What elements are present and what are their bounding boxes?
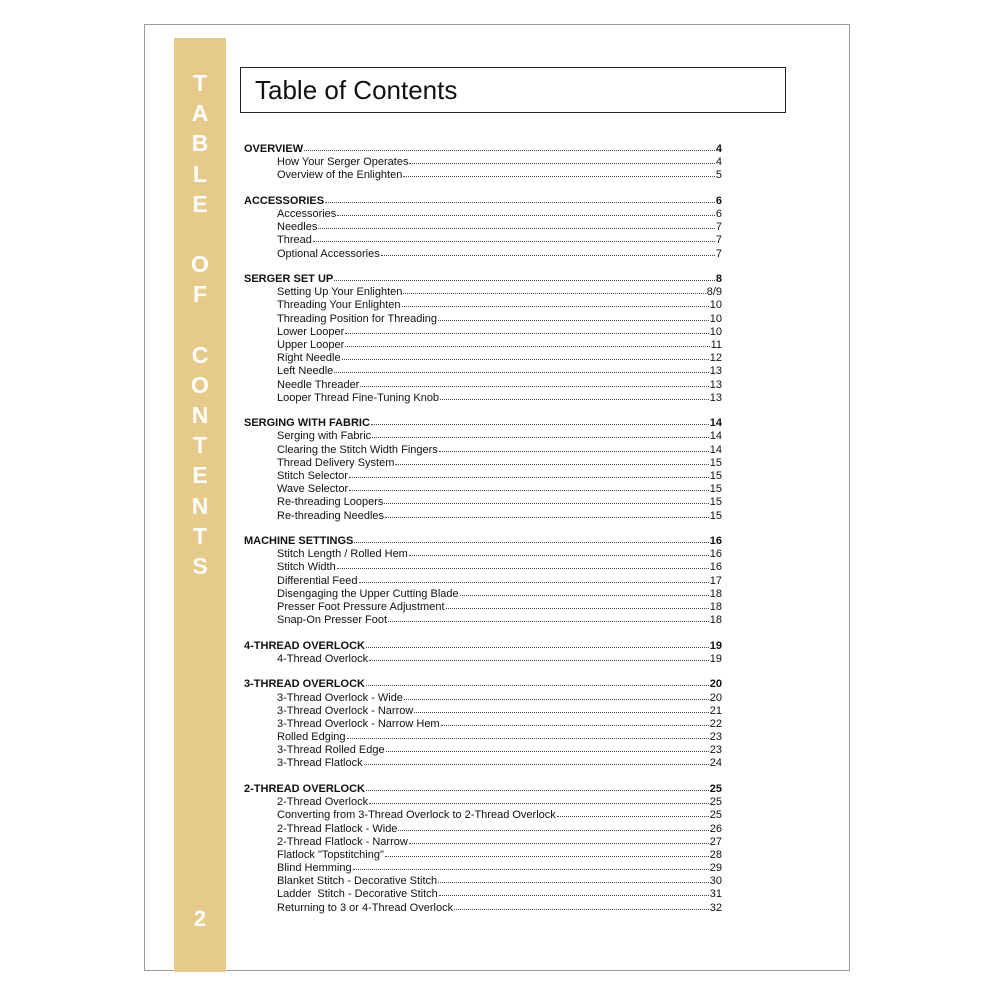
toc-entry-label: Flatlock "Topstitching" bbox=[277, 848, 384, 861]
toc-entry-label: Upper Looper bbox=[277, 339, 345, 352]
toc-entry-page: 28 bbox=[709, 848, 722, 861]
toc-section bbox=[244, 416, 722, 522]
toc-entry-page: 20 bbox=[709, 678, 722, 691]
dot-leader bbox=[349, 481, 709, 491]
toc-entry-label: Overview of the Enlighten bbox=[277, 169, 403, 182]
toc-entry-page: 5 bbox=[715, 169, 722, 182]
toc-entry-page: 8/9 bbox=[706, 286, 722, 299]
toc-entry-page: 15 bbox=[709, 483, 722, 496]
toc-entry-label: How Your Serger Operates bbox=[277, 156, 409, 169]
toc-entry-label: MACHINE SETTINGS bbox=[244, 535, 354, 548]
toc-entry-page: 25 bbox=[709, 796, 722, 809]
toc-entry-label: Accessories bbox=[277, 208, 337, 221]
toc-entry-label: OVERVIEW bbox=[244, 143, 304, 155]
toc-entry-label: Clearing the Stitch Width Fingers bbox=[277, 443, 438, 456]
dot-leader bbox=[404, 690, 709, 700]
toc-entry-label: SERGER SET UP bbox=[244, 273, 334, 286]
dot-leader bbox=[354, 533, 708, 543]
toc-entry-label: Differential Feed bbox=[277, 574, 358, 587]
toc-entry-page: 14 bbox=[709, 430, 722, 443]
dot-leader bbox=[325, 193, 715, 203]
dot-leader bbox=[409, 834, 709, 844]
dot-leader bbox=[439, 442, 709, 452]
toc-entry-label: 2-Thread Flatlock - Narrow bbox=[277, 835, 408, 848]
dot-leader bbox=[395, 455, 708, 465]
toc-entry-page: 16 bbox=[709, 535, 722, 548]
toc-entry-page: 8 bbox=[715, 273, 722, 286]
toc-entry-label: 3-Thread Flatlock bbox=[277, 757, 363, 770]
side-tab-letter: O bbox=[191, 371, 209, 398]
dot-leader bbox=[369, 794, 709, 804]
toc-entry-page: 15 bbox=[709, 456, 722, 469]
toc-section bbox=[244, 194, 722, 260]
toc-entry-label: Stitch Length / Rolled Hem bbox=[277, 548, 408, 561]
dot-leader bbox=[439, 886, 709, 896]
toc-entry-page: 24 bbox=[709, 757, 722, 770]
toc-entry-label: 2-THREAD OVERLOCK bbox=[244, 782, 366, 795]
toc-entry-label: Thread bbox=[277, 234, 312, 247]
side-tab-letter: N bbox=[191, 492, 209, 519]
toc-entry-page: 18 bbox=[709, 601, 722, 613]
toc-entry[interactable] bbox=[244, 509, 722, 522]
toc-entry-page: 16 bbox=[709, 561, 722, 574]
toc-entry-page: 19 bbox=[709, 652, 722, 665]
side-tab-letters bbox=[174, 68, 226, 581]
toc-entry-label: 2-Thread Flatlock - Wide bbox=[277, 822, 398, 835]
toc-entry-label: Disengaging the Upper Cutting Blade bbox=[277, 587, 459, 600]
toc-entry-page: 26 bbox=[709, 822, 722, 835]
toc-entry-page: 12 bbox=[709, 352, 722, 365]
toc-entry-label: Returning to 3 or 4-Thread Overlock bbox=[277, 901, 454, 914]
dot-leader bbox=[381, 246, 715, 256]
dot-leader bbox=[349, 468, 709, 478]
dot-leader bbox=[409, 546, 709, 556]
toc-entry-label: ACCESSORIES bbox=[244, 194, 325, 207]
side-tab-letter: E bbox=[192, 462, 208, 489]
dot-leader bbox=[342, 350, 709, 360]
dot-leader bbox=[337, 559, 709, 569]
toc-entry-label: Wave Selector bbox=[277, 483, 349, 496]
toc-entry-label: Presser Foot Pressure Adjustment bbox=[277, 601, 445, 613]
dot-leader bbox=[359, 573, 709, 583]
side-tab-letter: C bbox=[191, 341, 209, 368]
toc-entry-page: 4 bbox=[715, 143, 722, 155]
toc-entry-label: Threading Position for Threading bbox=[277, 312, 438, 325]
toc-entry-label: Left Needle bbox=[277, 365, 334, 378]
dot-leader bbox=[369, 651, 709, 661]
side-tab-letter: F bbox=[192, 281, 208, 308]
toc-entry-page: 18 bbox=[709, 587, 722, 600]
toc-entry-page: 32 bbox=[709, 901, 722, 914]
dot-leader bbox=[403, 167, 715, 177]
dot-leader bbox=[318, 219, 715, 229]
toc-entry-label: 4-THREAD OVERLOCK bbox=[244, 639, 366, 652]
dot-leader bbox=[372, 428, 709, 438]
side-tab-letter: E bbox=[192, 190, 208, 217]
toc-section bbox=[244, 272, 722, 404]
toc-entry-page: 14 bbox=[709, 443, 722, 456]
toc-entry-label: Converting from 3-Thread Overlock to 2-Thread Overlock bbox=[277, 809, 556, 822]
page-number: 2 bbox=[193, 906, 207, 931]
toc-entry[interactable] bbox=[244, 247, 722, 260]
toc-entry-page: 31 bbox=[709, 888, 722, 901]
toc-entry-label: Needle Threader bbox=[277, 378, 360, 391]
toc-entry-page: 15 bbox=[709, 470, 722, 483]
toc-entry-label: Re-threading Loopers bbox=[277, 496, 384, 509]
dot-leader bbox=[440, 390, 709, 400]
toc-entry-label: Needles bbox=[277, 221, 318, 234]
toc-entry-label: 4-Thread Overlock bbox=[277, 652, 369, 665]
side-tab-letter: A bbox=[191, 100, 209, 127]
toc-entry-page: 13 bbox=[709, 365, 722, 378]
toc-entry-label: 3-Thread Overlock - Narrow bbox=[277, 704, 414, 717]
toc-entry-label: 3-Thread Overlock - Wide bbox=[277, 691, 403, 704]
side-tab-letter: T bbox=[192, 70, 208, 96]
dot-leader bbox=[388, 612, 709, 622]
toc-entry-page: 14 bbox=[709, 417, 722, 430]
toc-entry-page: 29 bbox=[709, 862, 722, 875]
toc-entry-label: Blanket Stitch - Decorative Stitch bbox=[277, 875, 438, 888]
dot-leader bbox=[337, 206, 715, 216]
dot-leader bbox=[409, 154, 714, 164]
dot-leader bbox=[345, 324, 708, 334]
toc-entry-label: Re-threading Needles bbox=[277, 509, 385, 522]
toc-entry-page: 21 bbox=[709, 704, 722, 717]
toc-entry-label: Blind Hemming bbox=[277, 862, 352, 875]
side-tab-letter: L bbox=[192, 160, 208, 187]
dot-leader bbox=[366, 676, 709, 686]
toc-entry-page: 13 bbox=[709, 378, 722, 391]
dot-leader bbox=[386, 742, 709, 752]
toc-entry-label: 3-THREAD OVERLOCK bbox=[244, 678, 366, 691]
toc-entry-page: 22 bbox=[709, 717, 722, 730]
dot-leader bbox=[557, 807, 709, 817]
toc-entry[interactable] bbox=[244, 901, 722, 914]
dot-leader bbox=[384, 494, 708, 504]
dot-leader bbox=[334, 271, 715, 281]
dot-leader bbox=[360, 377, 708, 387]
toc-section bbox=[244, 534, 722, 626]
toc-section bbox=[244, 677, 722, 769]
toc-entry[interactable] bbox=[244, 391, 722, 404]
toc-entry-page: 7 bbox=[715, 247, 722, 260]
dot-leader bbox=[347, 729, 709, 739]
dot-leader bbox=[446, 599, 709, 609]
toc-entry-label: SERGING WITH FABRIC bbox=[244, 417, 370, 430]
toc-section bbox=[244, 782, 722, 914]
toc-entry-page: 4 bbox=[715, 156, 722, 169]
toc-entry-page: 7 bbox=[715, 234, 722, 247]
toc-entry-page: 15 bbox=[709, 509, 722, 522]
toc-entry-page: 30 bbox=[709, 875, 722, 888]
dot-leader bbox=[371, 415, 709, 425]
toc-entry-label: Optional Accessories bbox=[277, 247, 380, 260]
dot-leader bbox=[441, 716, 709, 726]
dot-leader bbox=[403, 284, 705, 294]
toc-entry-label: Looper Thread Fine-Tuning Knob bbox=[277, 391, 440, 404]
toc-entry-page: 16 bbox=[709, 548, 722, 561]
toc-entry-label: Lower Looper bbox=[277, 325, 345, 338]
dot-leader bbox=[364, 755, 709, 765]
dot-leader bbox=[366, 781, 709, 791]
page-title: Table of Contents bbox=[255, 75, 458, 105]
toc-entry[interactable] bbox=[244, 613, 722, 626]
toc-entry-page: 10 bbox=[709, 325, 722, 338]
toc-entry-page: 20 bbox=[709, 691, 722, 704]
dot-leader bbox=[353, 860, 709, 870]
toc-entry-label: Threading Your Enlighten bbox=[277, 299, 401, 312]
dot-leader bbox=[438, 311, 709, 321]
toc-entry-label: Setting Up Your Enlighten bbox=[277, 286, 403, 299]
dot-leader bbox=[438, 873, 709, 883]
side-tab-letter: T bbox=[192, 432, 208, 459]
dot-leader bbox=[414, 703, 708, 713]
toc-entry-page: 27 bbox=[709, 835, 722, 848]
toc-entry-page: 10 bbox=[709, 299, 722, 312]
side-tab-letter: N bbox=[191, 402, 209, 429]
toc-section bbox=[244, 639, 722, 665]
dot-leader bbox=[385, 847, 709, 857]
dot-leader bbox=[385, 508, 709, 518]
toc-entry-page: 23 bbox=[709, 731, 722, 744]
toc-entry-page: 19 bbox=[709, 639, 722, 652]
toc-entry-page: 23 bbox=[709, 744, 722, 757]
toc-entry-page: 6 bbox=[715, 194, 722, 207]
toc-entry-page: 11 bbox=[710, 339, 722, 352]
toc-entry-page: 17 bbox=[709, 574, 722, 587]
side-tab-letter: T bbox=[192, 522, 208, 549]
dot-leader bbox=[402, 297, 709, 307]
toc-entry-label: 3-Thread Rolled Edge bbox=[277, 744, 385, 757]
toc-entry-page: 18 bbox=[709, 614, 722, 627]
side-tab-letter: O bbox=[191, 251, 209, 278]
toc-entry-label: Snap-On Presser Foot bbox=[277, 614, 388, 627]
toc-entry-label: Serging with Fabric bbox=[277, 430, 372, 443]
dot-leader bbox=[398, 821, 708, 831]
side-tab bbox=[174, 38, 226, 972]
table-of-contents bbox=[244, 142, 722, 926]
toc-entry-page: 25 bbox=[709, 782, 722, 795]
toc-entry[interactable] bbox=[244, 756, 722, 769]
toc-entry[interactable] bbox=[244, 168, 722, 181]
toc-entry-page: 7 bbox=[715, 221, 722, 234]
toc-entry-label: Right Needle bbox=[277, 352, 341, 365]
side-tab-letter: S bbox=[192, 553, 208, 579]
toc-entry-label: 2-Thread Overlock bbox=[277, 796, 369, 809]
dot-leader bbox=[454, 900, 709, 910]
title-box bbox=[240, 67, 786, 113]
toc-entry-page: 15 bbox=[709, 496, 722, 509]
toc-entry-label: Thread Delivery System bbox=[277, 456, 395, 469]
dot-leader bbox=[313, 232, 715, 242]
toc-entry-label: Stitch Selector bbox=[277, 470, 348, 483]
toc-entry-page: 10 bbox=[709, 312, 722, 325]
toc-entry-label: 3-Thread Overlock - Narrow Hem bbox=[277, 717, 440, 730]
dot-leader bbox=[345, 337, 709, 347]
toc-entry-page: 6 bbox=[715, 208, 722, 221]
toc-entry-page: 13 bbox=[709, 391, 722, 404]
dot-leader bbox=[334, 363, 708, 373]
toc-entry-page: 25 bbox=[709, 809, 722, 822]
toc-entry-label: Stitch Width bbox=[277, 561, 336, 574]
dot-leader bbox=[304, 141, 715, 151]
toc-entry[interactable] bbox=[244, 652, 722, 665]
toc-entry-label: Ladder Stitch - Decorative Stitch bbox=[277, 888, 438, 901]
toc-entry-label: Rolled Edging bbox=[277, 731, 346, 744]
dot-leader bbox=[460, 586, 709, 596]
toc-section bbox=[244, 142, 722, 182]
dot-leader bbox=[366, 638, 709, 648]
side-tab-letter: B bbox=[191, 130, 209, 157]
